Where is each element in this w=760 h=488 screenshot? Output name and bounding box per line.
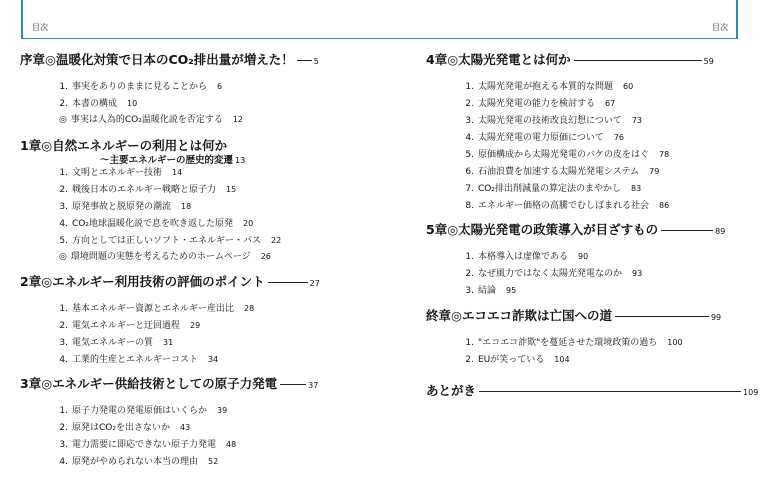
toc-item: [54, 81, 222, 93]
running-header-left: 目次: [32, 23, 48, 32]
toc-item: [54, 354, 218, 366]
item-number: 1.: [59, 304, 68, 314]
page-number: 90: [578, 252, 589, 261]
toc-item: [460, 132, 624, 144]
leader-rule: [661, 230, 713, 231]
page-number: 52: [208, 457, 219, 466]
page-number: 109: [743, 388, 759, 397]
item-number: 2.: [465, 269, 474, 279]
item-title: 事実は人為的CO₂温暖化説を否定する: [70, 115, 223, 125]
item-number: 5.: [59, 236, 68, 246]
chapter-title: 太陽光発電の政策導入が目ざすもの: [458, 222, 659, 237]
item-number: 8.: [465, 201, 474, 211]
page-number: 73: [631, 116, 643, 125]
toc-item: [460, 149, 669, 161]
right-page: [380, 0, 760, 488]
chapter-title: エネルギー供給技術としての原子力発電: [52, 376, 278, 391]
item-number: 7.: [465, 184, 474, 194]
page-number: 12: [232, 115, 244, 124]
toc-item: [59, 251, 271, 263]
page-number: 43: [179, 423, 191, 432]
toc-item: [54, 439, 236, 451]
page-number: 86: [659, 201, 670, 210]
double-circle-icon: ◎: [41, 274, 53, 289]
item-title: 石油浪費を加速する太陽光発電システム: [478, 167, 640, 177]
chapter-heading: [20, 139, 227, 153]
leader-rule: [574, 60, 702, 61]
page-number: 79: [649, 167, 660, 176]
item-title: エネルギー価格の高騰でむしばまれる社会: [478, 201, 650, 211]
toc-item: [460, 200, 669, 212]
item-number: 4.: [465, 133, 474, 143]
toc-item: [54, 167, 182, 179]
toc-item: [460, 81, 633, 93]
item-number: 2.: [59, 423, 68, 433]
item-number: 1.: [59, 406, 68, 416]
chapter-heading: [426, 223, 725, 239]
item-title: 太陽光発電の技術改良幻想について: [478, 116, 622, 126]
page-number: 20: [242, 219, 254, 228]
item-number: 1.: [465, 338, 474, 348]
item-number: 5.: [465, 150, 474, 160]
page-number: 34: [208, 355, 219, 364]
item-title: 工業的生産とエネルギーコスト: [72, 355, 199, 365]
leader-rule: [479, 391, 741, 392]
toc-item: [54, 320, 200, 332]
header-rule: [21, 38, 380, 39]
item-title: CO₂地球温暖化説で息を吹き返した原発: [72, 219, 233, 229]
header-rule: [380, 38, 738, 39]
page-number: 13: [235, 156, 246, 165]
chapter-number: 5章: [426, 222, 448, 237]
double-circle-icon: ◎: [45, 52, 56, 67]
chapter-heading: [426, 53, 714, 69]
toc-item: [54, 337, 173, 349]
item-title: 事実をありのままに見ることから: [72, 82, 208, 92]
chapter-number: 1章: [20, 138, 42, 153]
item-title: 原発事故と脱原発の潮流: [72, 202, 172, 212]
item-title: なぜ風力ではなく太陽光発電なのか: [478, 269, 623, 279]
item-title: 原発がやめられない本当の理由: [72, 457, 199, 467]
page-number: 18: [181, 202, 192, 211]
page-number: 78: [659, 150, 670, 159]
chapter-title: 自然エネルギーの利用とは何か: [52, 138, 228, 153]
item-title: 結論: [478, 286, 497, 296]
item-number: 2.: [59, 99, 68, 109]
page-number: 14: [172, 168, 183, 177]
chapter-number: 2章: [20, 274, 42, 289]
afterword-entry: [426, 384, 758, 400]
page-number: 6: [217, 82, 223, 91]
page-number: 60: [623, 82, 634, 91]
page-edge-marker: [21, 0, 23, 38]
chapter-heading: [20, 53, 319, 69]
toc-item: [54, 303, 254, 315]
item-number: 3.: [59, 440, 68, 450]
page-number: 31: [163, 338, 174, 347]
item-title: 太陽光発電の電力原価について: [478, 133, 604, 143]
page-number: 67: [605, 99, 616, 108]
item-number: 4.: [59, 219, 68, 229]
item-title: 環境問題の実態を考えるためのホームページ: [70, 252, 251, 262]
page-number: 28: [244, 304, 255, 313]
item-number: 4.: [59, 355, 68, 365]
leader-rule: [615, 316, 709, 317]
toc-item: [460, 251, 588, 263]
chapter-heading: [20, 275, 320, 291]
item-title: 基本エネルギー資源とエネルギー産出比: [72, 304, 235, 314]
toc-item: [460, 337, 683, 349]
chapter-subtitle: [100, 152, 245, 166]
double-circle-icon: ◎: [59, 115, 67, 125]
page-number: 29: [190, 321, 201, 330]
item-title: 電気エネルギーと迂回過程: [72, 321, 181, 331]
page-number: 15: [226, 185, 237, 194]
item-number: 2.: [59, 321, 68, 331]
item-title: 太陽光発電が抱える本質的な問題: [478, 82, 614, 92]
item-number: 1.: [59, 82, 68, 92]
page-number: 10: [127, 99, 138, 108]
chapter-title: 温暖化対策で日本のCO₂排出量が増えた！: [55, 52, 294, 67]
toc-item: [460, 183, 641, 195]
toc-item: [460, 354, 570, 366]
item-number: 2.: [59, 185, 68, 195]
chapter-title: 太陽光発電とは何か: [458, 52, 571, 67]
page-number: 48: [226, 440, 237, 449]
toc-item: [460, 268, 642, 280]
chapter-number: 3章: [20, 376, 42, 391]
item-title: 本書の構成: [72, 99, 118, 109]
item-title: 原発はCO₂を出さないか: [72, 423, 170, 433]
toc-item: [54, 405, 227, 417]
item-title: 原子力発電の発電原価はいくらか: [72, 406, 208, 416]
item-number: 3.: [465, 286, 474, 296]
item-number: 3.: [465, 116, 474, 126]
running-header-right: 目次: [712, 23, 728, 32]
chapter-title: あとがき: [426, 383, 477, 398]
item-title: 本格導入は虚像である: [478, 252, 569, 262]
chapter-title: エネルギー利用技術の評価のポイント: [52, 274, 265, 289]
page-number: 89: [715, 227, 726, 236]
item-title: 戦後日本のエネルギー戦略と原子力: [72, 185, 217, 195]
page-number: 83: [630, 184, 642, 193]
chapter-number: 4章: [426, 52, 448, 67]
leader-rule: [297, 60, 312, 61]
toc-item: [54, 184, 236, 196]
item-title: "エコエコ詐欺"を蔓延させた環境政策の過ち: [478, 338, 658, 348]
chapter-number: 終章: [426, 308, 452, 323]
chapter-title: エコエコ詐欺は亡国への道: [461, 308, 612, 323]
item-number: 3.: [59, 338, 68, 348]
item-number: 2.: [465, 355, 474, 365]
toc-item: [54, 218, 253, 230]
page-number: 37: [308, 381, 319, 390]
subtitle-text: ～主要エネルギーの歴史的変遷: [100, 155, 234, 166]
page-number: 104: [554, 355, 570, 364]
page-number: 95: [506, 286, 517, 295]
double-circle-icon: ◎: [59, 252, 67, 262]
item-title: 原価構成から太陽光発電のバケの皮をはぐ: [478, 150, 650, 160]
item-number: 6.: [465, 167, 474, 177]
page-number: 22: [271, 236, 282, 245]
toc-item: [54, 201, 191, 213]
toc-item: [54, 422, 190, 434]
item-title: 電力需要に即応できない原子力発電: [72, 440, 217, 450]
item-number: 1.: [465, 252, 474, 262]
toc-item: [54, 98, 137, 110]
item-number: 1.: [59, 168, 68, 178]
item-number: 3.: [59, 202, 68, 212]
chapter-number: 序章: [20, 52, 46, 67]
item-number: 2.: [465, 99, 474, 109]
double-circle-icon: ◎: [447, 52, 459, 67]
toc-item: [460, 115, 642, 127]
page-number: 26: [260, 252, 271, 261]
double-circle-icon: ◎: [451, 308, 462, 323]
double-circle-icon: ◎: [41, 138, 53, 153]
page-number: 27: [309, 279, 320, 288]
item-title: 文明とエネルギー技術: [72, 168, 163, 178]
toc-item: [460, 98, 615, 110]
chapter-heading: [426, 309, 721, 325]
leader-rule: [280, 384, 306, 385]
double-circle-icon: ◎: [41, 376, 53, 391]
item-title: 太陽光発電の能力を検討する: [478, 99, 596, 109]
page-number: 100: [667, 338, 683, 347]
item-title: CO₂排出削減量の算定法のまやかし: [478, 184, 621, 194]
item-title: 電気エネルギーの質: [72, 338, 154, 348]
item-title: 方向としては正しいソフト・エネルギー・パス: [72, 236, 262, 246]
item-title: EUが笑っている: [478, 355, 545, 365]
page-number: 76: [613, 133, 625, 142]
item-number: 1.: [465, 82, 474, 92]
item-number: 4.: [59, 457, 68, 467]
page-number: 93: [632, 269, 643, 278]
toc-item: [54, 235, 281, 247]
toc-item: [59, 114, 243, 126]
toc-item: [460, 166, 659, 178]
double-circle-icon: ◎: [447, 222, 459, 237]
page-number: 39: [217, 406, 228, 415]
page-edge-marker: [736, 0, 738, 38]
toc-item: [54, 456, 218, 468]
page-number: 59: [703, 57, 714, 66]
toc-item: [460, 285, 516, 297]
page-number: 99: [710, 313, 722, 322]
chapter-heading: [20, 377, 318, 393]
page-number: 5: [313, 57, 319, 66]
leader-rule: [268, 282, 308, 283]
